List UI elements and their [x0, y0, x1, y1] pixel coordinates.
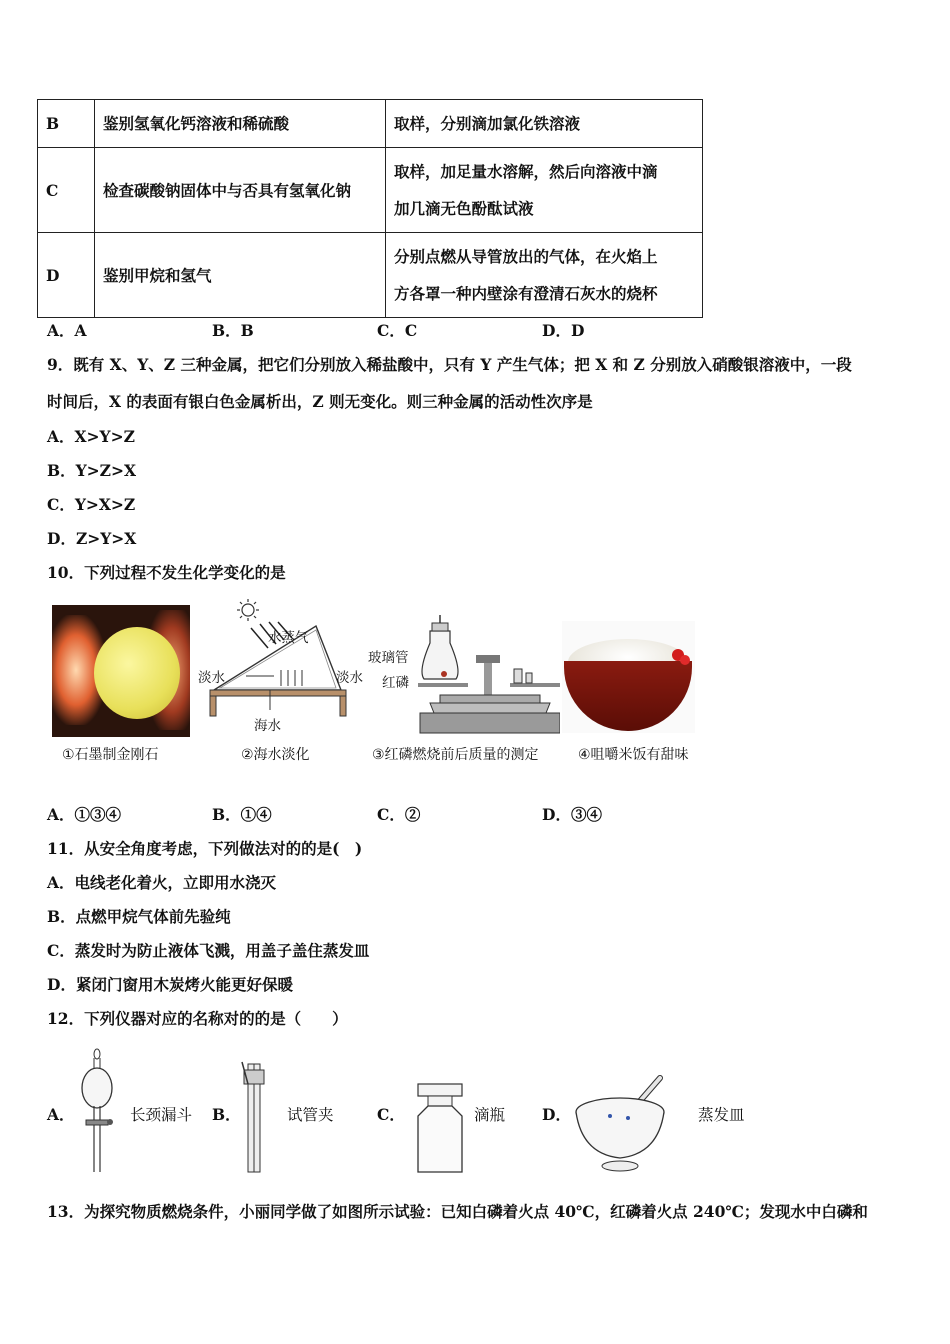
label-vapor: 水蒸气 [268, 630, 309, 646]
q9-stem-line1: 9．既有 X、Y、Z 三种金属，把它们分别放入稀盐酸中，只有 Y 产生气体；把 X 和 Z 分别放入硝酸银溶液中，一段 [47, 355, 852, 374]
q10-caption-2: ②海水淡化 [241, 747, 310, 763]
q12-option-b-letter[interactable]: B． [212, 1105, 241, 1124]
mortar-pestle-icon [572, 1072, 672, 1176]
q8-option-d[interactable]: D．D [542, 321, 585, 340]
label-fresh-left: 淡水 [198, 670, 225, 686]
q12-option-c-name: 滴瓶 [474, 1106, 506, 1124]
q10-option-d[interactable]: D．③④ [542, 805, 602, 824]
graphite-diamond-photo [52, 605, 190, 737]
row-key: C [38, 148, 95, 233]
label-glass-tube: 玻璃管 [368, 650, 409, 666]
q10-option-b[interactable]: B．①④ [212, 805, 272, 824]
q10-caption-4: ④咀嚼米饭有甜味 [578, 747, 689, 763]
row-method: 分别点燃从导管放出的气体，在火焰上 方各罩一种内壁涂有澄清石灰水的烧杯 [386, 233, 703, 318]
q12-option-d-letter[interactable]: D． [542, 1105, 571, 1124]
q12-option-a-name: 长颈漏斗 [130, 1106, 193, 1124]
q13-stem: 13．为探究物质燃烧条件，小丽同学做了如图所示试验：已知白磷着火点 40℃，红磷着火点 240℃；发现水中白磷和 [47, 1202, 868, 1221]
q8-option-a[interactable]: A．A [47, 321, 87, 340]
balance-diagram [410, 613, 560, 738]
q12-option-a-letter[interactable]: A． [47, 1105, 75, 1124]
q9-option-c[interactable]: C．Y>X>Z [47, 495, 136, 514]
table-row [38, 148, 703, 233]
dropper-bottle-icon [412, 1082, 468, 1176]
q8-option-b[interactable]: B．B [212, 321, 254, 340]
q12-stem: 12．下列仪器对应的名称对的的是（ ） [47, 1009, 348, 1028]
q10-option-a[interactable]: A．①③④ [47, 805, 122, 824]
q9-option-a[interactable]: A．X>Y>Z [47, 427, 135, 446]
q11-option-d[interactable]: D．紧闭门窗用木炭烤火能更好保暖 [47, 975, 293, 994]
q11-option-b[interactable]: B．点燃甲烷气体前先验纯 [47, 907, 231, 926]
row-key: D [38, 233, 95, 318]
q9-option-b[interactable]: B．Y>Z>X [47, 461, 136, 480]
q8-option-c[interactable]: C．C [377, 321, 418, 340]
table-row [38, 233, 703, 318]
label-seawater: 海水 [254, 718, 281, 734]
q10-caption-3: ③红磷燃烧前后质量的测定 [372, 747, 539, 763]
q12-option-b-name: 试管夹 [287, 1106, 334, 1124]
row-purpose: 检查碳酸钠固体中与否具有氢氧化钠 [95, 148, 386, 233]
q8-table [37, 99, 703, 318]
separatory-funnel-icon [72, 1046, 122, 1176]
q12-option-c-letter[interactable]: C． [377, 1105, 405, 1124]
q9-stem-line2: 时间后，X 的表面有银白色金属析出，Z 则无变化。则三种金属的活动性次序是 [47, 392, 593, 411]
q11-stem: 11．从安全角度考虑，下列做法对的的是( ) [47, 839, 363, 858]
rice-bowl-photo [562, 621, 695, 733]
q10-option-c[interactable]: C．② [377, 805, 421, 824]
label-fresh-right: 淡水 [336, 670, 363, 686]
row-method: 取样，分别滴加氯化铁溶液 [386, 100, 703, 148]
q11-option-c[interactable]: C．蒸发时为防止液体飞溅，用盖子盖住蒸发皿 [47, 941, 370, 960]
q12-option-d-name: 蒸发皿 [698, 1106, 745, 1124]
label-red-phosphorus: 红磷 [382, 675, 409, 691]
q10-stem: 10．下列过程不发生化学变化的是 [47, 563, 286, 582]
q10-caption-1: ①石墨制金刚石 [62, 747, 159, 763]
q9-option-d[interactable]: D．Z>Y>X [47, 529, 137, 548]
row-purpose: 鉴别氢氧化钙溶液和稀硫酸 [95, 100, 386, 148]
table-row [38, 100, 703, 148]
row-key: B [38, 100, 95, 148]
row-method: 取样，加足量水溶解，然后向溶液中滴 加几滴无色酚酞试液 [386, 148, 703, 233]
row-purpose: 鉴别甲烷和氢气 [95, 233, 386, 318]
q11-option-a[interactable]: A．电线老化着火，立即用水浇灭 [47, 873, 277, 892]
test-tube-clamp-icon [238, 1060, 268, 1176]
